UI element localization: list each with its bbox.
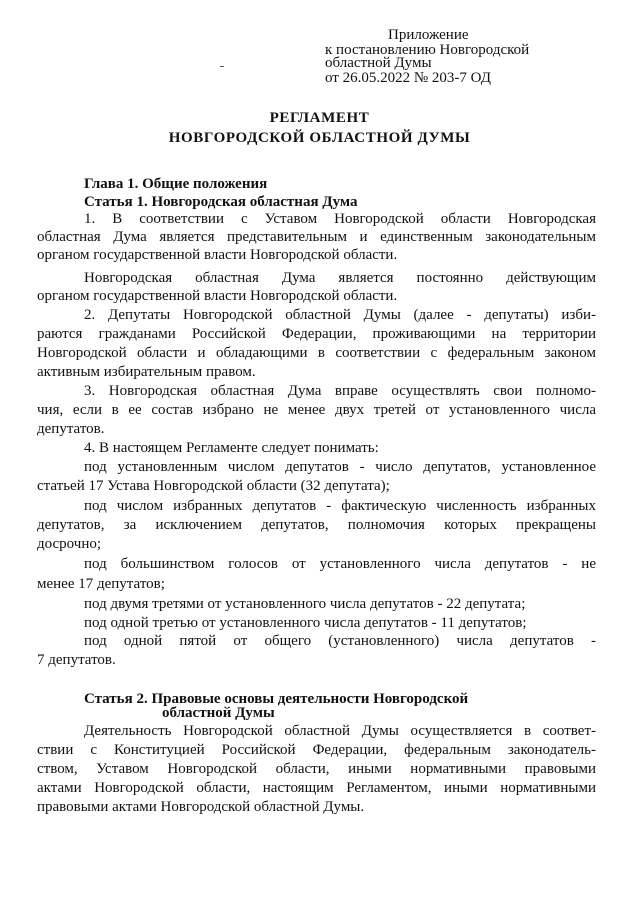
article-1-line: Новгородской области и обладающими в соответствии с федеральным законом: [37, 345, 596, 361]
article-1-line: чия, если в ее состав избрано не менее двух третей от установленного числа: [37, 402, 596, 418]
article-1-line: менее 17 депутатов;: [37, 576, 165, 592]
document-subtitle: НОВГОРОДСКОЙ ОБЛАСТНОЙ ДУМЫ: [168, 130, 471, 146]
article-2-heading: Статья 2. Правовые основы деятельности Новгородской: [84, 691, 469, 707]
article-1-line: депутатов, за исключением депутатов, полномочия которых прекращены: [37, 517, 596, 533]
article-1-line: 1. В соответствии с Уставом Новгородской области Новгородская: [84, 211, 596, 227]
approval-line-3: областной Думы: [325, 55, 432, 71]
article-2-heading-cont: областной Думы: [162, 705, 275, 721]
scan-mark: [220, 66, 224, 67]
article-1-line: раются гражданами Российской Федерации, проживающими на территории: [37, 326, 596, 342]
article-1-heading: Статья 1. Новгородская областная Дума: [84, 194, 358, 210]
document-title: РЕГЛАМЕНТ: [269, 110, 370, 126]
article-1-line: органом государственной власти Новгородской области.: [37, 247, 398, 263]
article-1-line: досрочно;: [37, 536, 102, 552]
article-1-line: статьей 17 Устава Новгородской области (32 депутата);: [37, 478, 390, 494]
article-1-line: под одной третью от установленного числа депутатов - 11 депутатов;: [84, 615, 527, 631]
article-1-line: под одной пятой от общего (установленного) числа депутатов -: [84, 633, 596, 649]
article-1-line: 7 депутатов.: [37, 652, 116, 668]
article-1-line: органом государственной власти Новгородской области.: [37, 288, 398, 304]
article-1-line: депутатов.: [37, 421, 105, 437]
article-1-line: под числом избранных депутатов - фактическую численность избранных: [84, 498, 596, 514]
article-1-line: 2. Депутаты Новгородской областной Думы (далее - депутаты) изби-: [84, 307, 596, 323]
article-1-line: 4. В настоящем Регламенте следует понимать:: [84, 440, 379, 456]
article-2-line: актами Новгородской области, настоящим Регламентом, иными нормативными: [37, 780, 596, 796]
chapter-heading: Глава 1. Общие положения: [84, 176, 268, 192]
article-1-line: активным избирательным правом.: [37, 364, 256, 380]
article-1-line: под двумя третями от установленного числа депутатов - 22 депутата;: [84, 596, 526, 612]
article-2-line: правовыми актами Новгородской областной Думы.: [37, 799, 365, 815]
article-1-line: под большинством голосов от установленного числа депутатов - не: [84, 556, 596, 572]
article-1-line: под установленным числом депутатов - число депутатов, установленное: [84, 459, 596, 475]
article-2-line: Деятельность Новгородской областной Думы осуществляется в соответ-: [84, 723, 596, 739]
article-1-line: Новгородская областная Дума является постоянно действующим: [84, 270, 596, 286]
article-2-line: ствии с Конституцией Российской Федерации, федеральным законодатель-: [37, 742, 596, 758]
approval-line-1: Приложение: [388, 27, 469, 43]
article-1-line: 3. Новгородская областная Дума вправе осуществлять свои полномо-: [84, 383, 596, 399]
article-1-line: областная Дума является представительным и единственным законодательным: [37, 229, 596, 245]
approval-line-2: к постановлению Новгородской: [325, 42, 530, 58]
approval-line-4: от 26.05.2022 № 203-7 ОД: [325, 70, 491, 86]
article-2-line: ством, Уставом Новгородской области, иными нормативными правовыми: [37, 761, 596, 777]
